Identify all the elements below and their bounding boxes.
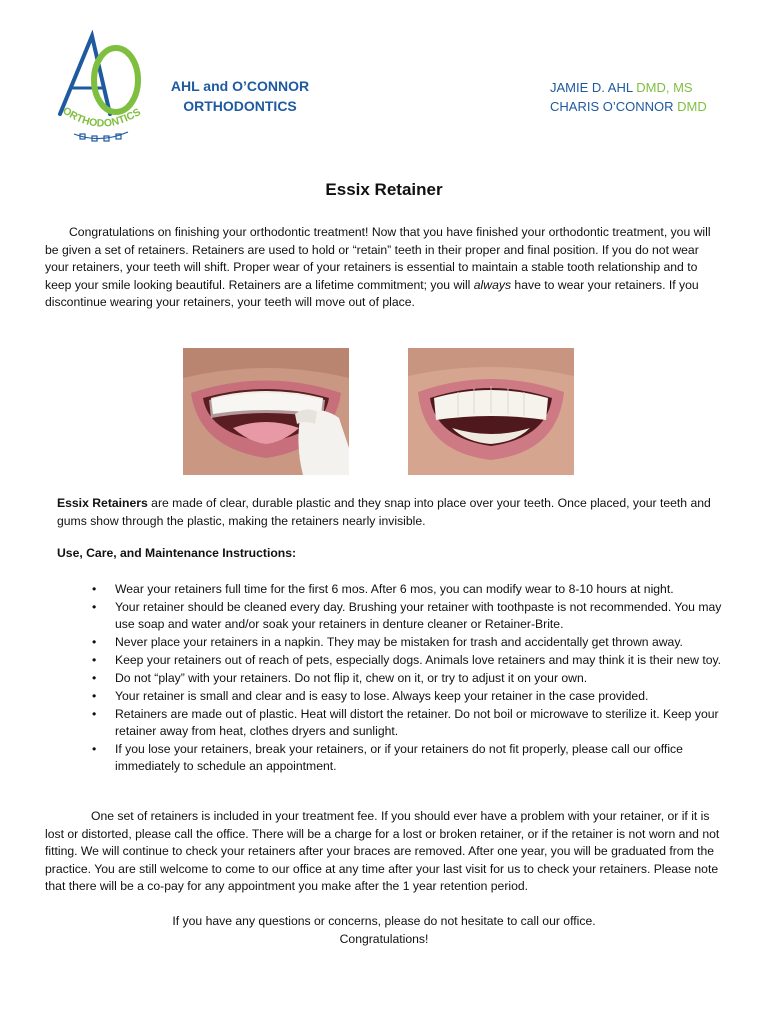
doctor-1-name: JAMIE D. AHL (550, 80, 633, 95)
page-title: Essix Retainer (325, 180, 443, 199)
fee-paragraph: One set of retainers is included in your treatment fee. If you should ever have a problem with your retainer, or if it is lost or distorted, please call the office. There will be a charge for a lost or broken retainer, or if the retainer is not worn and not fitting. We will continue to check your retainers after your braces are removed. After one year, you will be graduated from the practice. You are still welcome to come to our office at any time after your last visit for us to check your retainers. Please note that there will be a co-pay for any appointment you make after the 1 year retention period. (45, 809, 720, 893)
logo-text: ORTHODONTICS (60, 104, 143, 130)
list-item-text: Your retainer should be cleaned every day. Brushing your retainer with toothpaste is not recommended. You may use soap and water and/or soak your retainers in denture cleaner or Retainer-Brite. (115, 600, 722, 631)
practice-logo (52, 30, 152, 150)
list-item (92, 652, 732, 669)
list-item-text: Your retainer is small and clear and is easy to lose. Always keep your retainer in the case provided. (115, 689, 649, 703)
doctor-2-name: CHARIS O’CONNOR (550, 99, 674, 114)
list-item-text: Keep your retainers out of reach of pets, especially dogs. Animals love retainers and may think it is their new toy. (115, 653, 722, 667)
list-item (92, 581, 732, 598)
closing (0, 913, 768, 948)
bullet-icon: • (92, 671, 97, 685)
list-item (92, 634, 732, 651)
doctor-1-credentials: DMD, MS (636, 80, 693, 95)
care-instructions-list (92, 581, 732, 776)
essix-paragraph (57, 495, 727, 530)
list-item-text: Do not “play” with your retainers. Do not flip it, chew on it, or try to adjust it on your own. (115, 671, 588, 685)
list-item (92, 670, 732, 687)
practice-name-line1: AHL and O’CONNOR (170, 78, 310, 94)
intro-emphasis: always (473, 277, 512, 292)
intro-paragraph (45, 224, 725, 312)
bullet-icon: • (92, 707, 97, 721)
list-item-text: Wear your retainers full time for the first 6 mos. After 6 mos, you can modify wear to 8-10 hours at night. (115, 582, 674, 596)
logo-brackets (74, 132, 128, 141)
bullet-icon: • (92, 635, 97, 649)
bullet-icon: • (92, 653, 97, 667)
list-item-text: Retainers are made out of plastic. Heat will distort the retainer. Do not boil or microwave to sterilize it. Keep your retainer away from heat, clothes dryers and sunlight. (115, 707, 719, 738)
list-item-text: If you lose your retainers, break your retainers, or if your retainers do not fit properly, please call our office immediately to schedule an appointment. (115, 742, 683, 773)
list-item (92, 688, 732, 705)
doctor-2 (550, 97, 707, 116)
doctor-1 (550, 78, 707, 97)
list-item (92, 706, 732, 740)
practice-name (150, 76, 330, 116)
list-item (92, 741, 732, 775)
photo-smile-with-retainer (408, 348, 574, 475)
intro-text-1: Congratulations on finishing your orthodontic treatment! Now that you have finished your orthodontic treatment, you will be given a set of retainers. Retainers are used to hold or “retain” teeth in their proper and final position. If you do not wear your retainers, your teeth will shift. Proper wear of your retainers is essential to maintain a stable tooth relationship and to keep your smile looking beautiful. Retainers are a lifetime commitment; you will (45, 225, 711, 292)
closing-line-2: Congratulations! (339, 931, 429, 946)
bullet-icon: • (92, 600, 97, 614)
doctor-list (550, 78, 707, 116)
practice-name-line2: ORTHODONTICS (183, 98, 297, 114)
closing-line-1: If you have any questions or concerns, please do not hesitate to call our office. (172, 914, 596, 928)
essix-description: are made of clear, durable plastic and they snap into place over your teeth. Once placed, your teeth and gums show through the plastic, making the retainers nearly invisible. (57, 496, 711, 528)
photo-inserting-retainer (183, 348, 349, 475)
bullet-icon: • (92, 582, 97, 596)
care-heading: Use, Care, and Maintenance Instructions: (57, 546, 297, 560)
list-item-text: Never place your retainers in a napkin. They may be mistaken for trash and accidentally get thrown away. (115, 635, 683, 649)
doctor-2-credentials: DMD (677, 99, 707, 114)
list-item (92, 599, 732, 633)
intro-text-2: have to wear your retainers. If you discontinue wearing your retainers, your teeth will move out of place. (45, 277, 699, 309)
essix-term: Essix Retainers (57, 496, 148, 510)
bullet-icon: • (92, 742, 97, 756)
bullet-icon: • (92, 689, 97, 703)
